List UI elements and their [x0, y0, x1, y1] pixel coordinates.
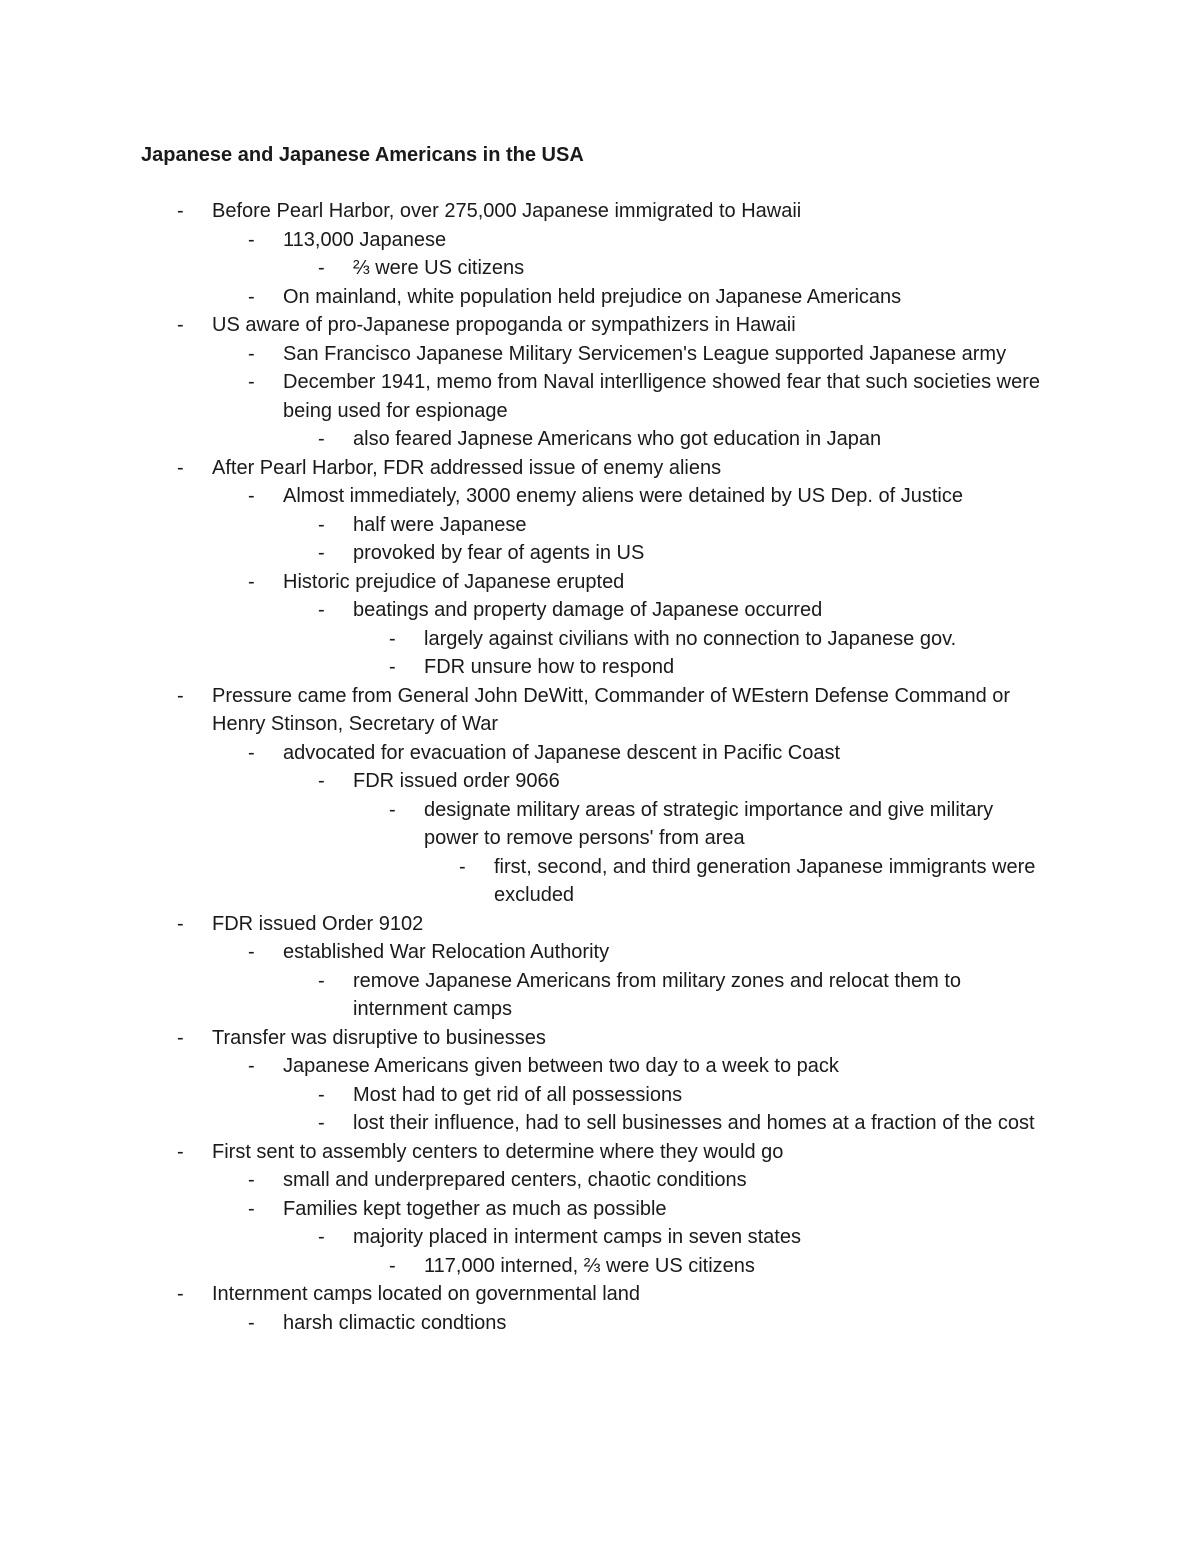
bullet-dash: -: [318, 599, 325, 621]
list-item: [0, 568, 1050, 597]
list-item: [0, 910, 1050, 939]
list-item-text: 117,000 interned, ⅔ were US citizens: [424, 1254, 755, 1277]
list-item-text: Families kept together as much as possible: [283, 1197, 667, 1220]
bullet-dash: -: [318, 1112, 325, 1134]
bullet-dash: -: [177, 1140, 184, 1163]
list-item: [0, 1024, 1050, 1053]
list-item-text: first, second, and third generation Japanese immigrants were excluded: [494, 855, 1036, 906]
list-item: [0, 454, 1050, 483]
bullet-dash: -: [318, 969, 325, 992]
list-item-text: Transfer was disruptive to businesses: [212, 1026, 546, 1049]
list-item-text: remove Japanese Americans from military zones and relocat them to internment camps: [353, 969, 962, 1020]
list-item-text: also feared Japnese Americans who got education in Japan: [353, 428, 882, 450]
bullet-dash: -: [177, 684, 184, 707]
bullet-dash: -: [177, 200, 184, 222]
list-item: [0, 511, 1050, 540]
list-item: [0, 482, 1050, 511]
bullet-dash: -: [248, 1169, 255, 1191]
list-item-text: Most had to get rid of all possessions: [353, 1083, 683, 1106]
bullet-dash: -: [248, 342, 255, 365]
list-item-text: provoked by fear of agents in US: [353, 542, 645, 564]
bullet-dash: -: [318, 257, 325, 279]
list-item: [0, 254, 1050, 283]
list-item: [0, 596, 1050, 625]
list-item-text: small and underprepared centers, chaotic conditions: [283, 1169, 747, 1191]
list-item-text: FDR issued Order 9102: [212, 912, 424, 935]
list-item: [0, 311, 1050, 340]
list-item: [0, 1081, 1050, 1110]
bullet-dash: -: [389, 798, 396, 821]
list-item: [0, 1138, 1050, 1167]
list-item-text: ⅔ were US citizens: [353, 257, 525, 279]
list-item-text: First sent to assembly centers to determine where they would go: [212, 1140, 784, 1163]
bullet-dash: -: [248, 741, 255, 764]
bullet-dash: -: [177, 314, 184, 336]
list-item: [0, 853, 1050, 910]
list-item-text: Historic prejudice of Japanese erupted: [283, 570, 625, 593]
list-item: [0, 1280, 1050, 1309]
list-item-text: FDR issued order 9066: [353, 770, 560, 792]
list-item: [0, 625, 1050, 654]
list-item: [0, 1166, 1050, 1195]
list-item-text: designate military areas of strategic importance and give military power to remove persons' from area: [424, 798, 994, 849]
list-item-text: Japanese Americans given between two day to a week to pack: [283, 1055, 839, 1077]
bullet-dash: -: [318, 513, 325, 536]
list-item-text: lost their influence, had to sell businesses and homes at a fraction of the cost: [353, 1112, 1035, 1134]
list-item: [0, 340, 1050, 369]
list-item: [0, 539, 1050, 568]
list-item: [0, 368, 1050, 425]
list-item-text: Before Pearl Harbor, over 275,000 Japanese immigrated to Hawaii: [212, 200, 802, 222]
list-item: [0, 283, 1050, 312]
list-item-text: US aware of pro-Japanese propoganda or sympathizers in Hawaii: [212, 314, 796, 336]
list-item-text: San Francisco Japanese Military Servicemen's League supported Japanese army: [283, 342, 1007, 365]
bullet-dash: -: [318, 1083, 325, 1106]
list-item-text: established War Relocation Authority: [283, 941, 610, 963]
list-item-text: advocated for evacuation of Japanese descent in Pacific Coast: [283, 741, 841, 764]
list-item-text: 113,000 Japanese: [283, 228, 447, 251]
bullet-dash: -: [248, 485, 255, 507]
bullet-dash: -: [318, 770, 325, 792]
bullet-dash: -: [248, 570, 255, 593]
list-item-text: largely against civilians with no connection to Japanese gov.: [424, 627, 957, 650]
bullet-dash: -: [318, 1226, 325, 1248]
bullet-dash: -: [459, 855, 466, 878]
list-item: [0, 796, 1050, 853]
bullet-dash: -: [177, 456, 184, 479]
bullet-dash: -: [248, 1197, 255, 1220]
list-item-text: On mainland, white population held prejudice on Japanese Americans: [283, 285, 902, 308]
list-item: [0, 739, 1050, 768]
list-item: [0, 1109, 1050, 1138]
list-item-text: After Pearl Harbor, FDR addressed issue of enemy aliens: [212, 456, 722, 479]
list-item: [0, 1252, 1050, 1281]
list-item: [0, 1052, 1050, 1081]
list-item-text: harsh climactic condtions: [283, 1311, 507, 1334]
bullet-dash: -: [177, 912, 184, 935]
bullet-dash: -: [248, 228, 255, 251]
list-item: [0, 226, 1050, 255]
bullet-list: [0, 197, 1200, 1337]
list-item: [0, 938, 1050, 967]
bullet-dash: -: [248, 1311, 255, 1334]
list-item: [0, 682, 1050, 739]
bullet-dash: -: [318, 428, 325, 450]
bullet-dash: -: [389, 656, 396, 678]
list-item-text: half were Japanese: [353, 513, 527, 536]
list-item-text: Internment camps located on governmental land: [212, 1283, 641, 1305]
list-item-text: Pressure came from General John DeWitt, Commander of WEstern Defense Command or Henry Stinson, Secretary of War: [212, 684, 1011, 735]
bullet-dash: -: [248, 941, 255, 963]
document-title: Japanese and Japanese Americans in the USA: [141, 144, 584, 166]
list-item: [0, 967, 1050, 1024]
list-item: [0, 197, 1050, 226]
list-item: [0, 425, 1050, 454]
list-item-text: FDR unsure how to respond: [424, 656, 675, 678]
list-item: [0, 1223, 1050, 1252]
list-item: [0, 767, 1050, 796]
bullet-dash: -: [177, 1026, 184, 1049]
list-item-text: Almost immediately, 3000 enemy aliens were detained by US Dep. of Justice: [283, 485, 963, 507]
bullet-dash: -: [177, 1283, 184, 1305]
bullet-dash: -: [248, 371, 255, 393]
list-item: [0, 1195, 1050, 1224]
bullet-dash: -: [248, 1055, 255, 1077]
bullet-dash: -: [389, 1254, 396, 1277]
bullet-dash: -: [318, 542, 325, 564]
bullet-dash: -: [389, 627, 396, 650]
list-item-text: December 1941, memo from Naval interlligence showed fear that such societies were being used for espionage: [283, 371, 1041, 422]
bullet-dash: -: [248, 285, 255, 308]
list-item: [0, 653, 1050, 682]
list-item: [0, 1309, 1050, 1338]
list-item-text: majority placed in interment camps in seven states: [353, 1226, 801, 1248]
list-item-text: beatings and property damage of Japanese occurred: [353, 599, 823, 621]
